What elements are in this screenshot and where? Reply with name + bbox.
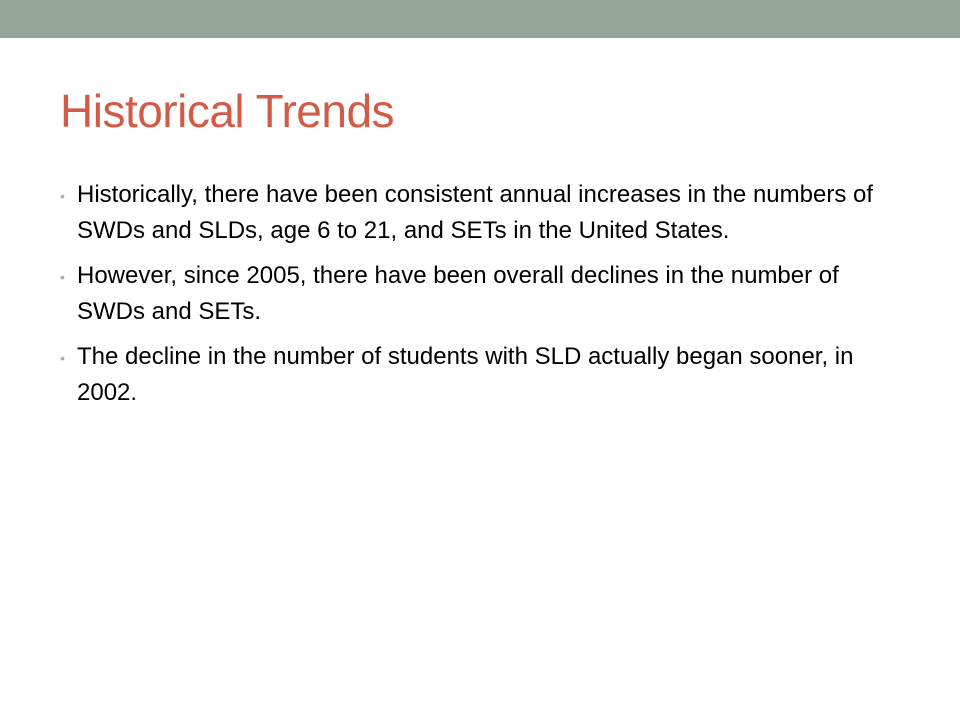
bullet-text-1: Historically, there have been consistent annual increases in the numbers of SWDs and SLDs, age 6 to 21, and SETs in the United States.	[77, 181, 873, 244]
bullet-list	[60, 177, 900, 420]
bullet-dot-icon: •	[60, 350, 65, 366]
bullet-dot-icon: •	[60, 188, 65, 204]
bullet-text-2: However, since 2005, there have been overall declines in the number of SWDs and SETs.	[77, 262, 839, 325]
slide-title: Historical Trends	[60, 85, 395, 137]
top-accent-bar	[0, 0, 960, 38]
bullet-item-1	[60, 177, 900, 249]
bullet-item-2	[60, 258, 900, 330]
bullet-item-3	[60, 339, 900, 411]
bullet-text-3: The decline in the number of students with SLD actually began sooner, in 2002.	[77, 343, 854, 406]
bullet-dot-icon: •	[60, 269, 65, 285]
